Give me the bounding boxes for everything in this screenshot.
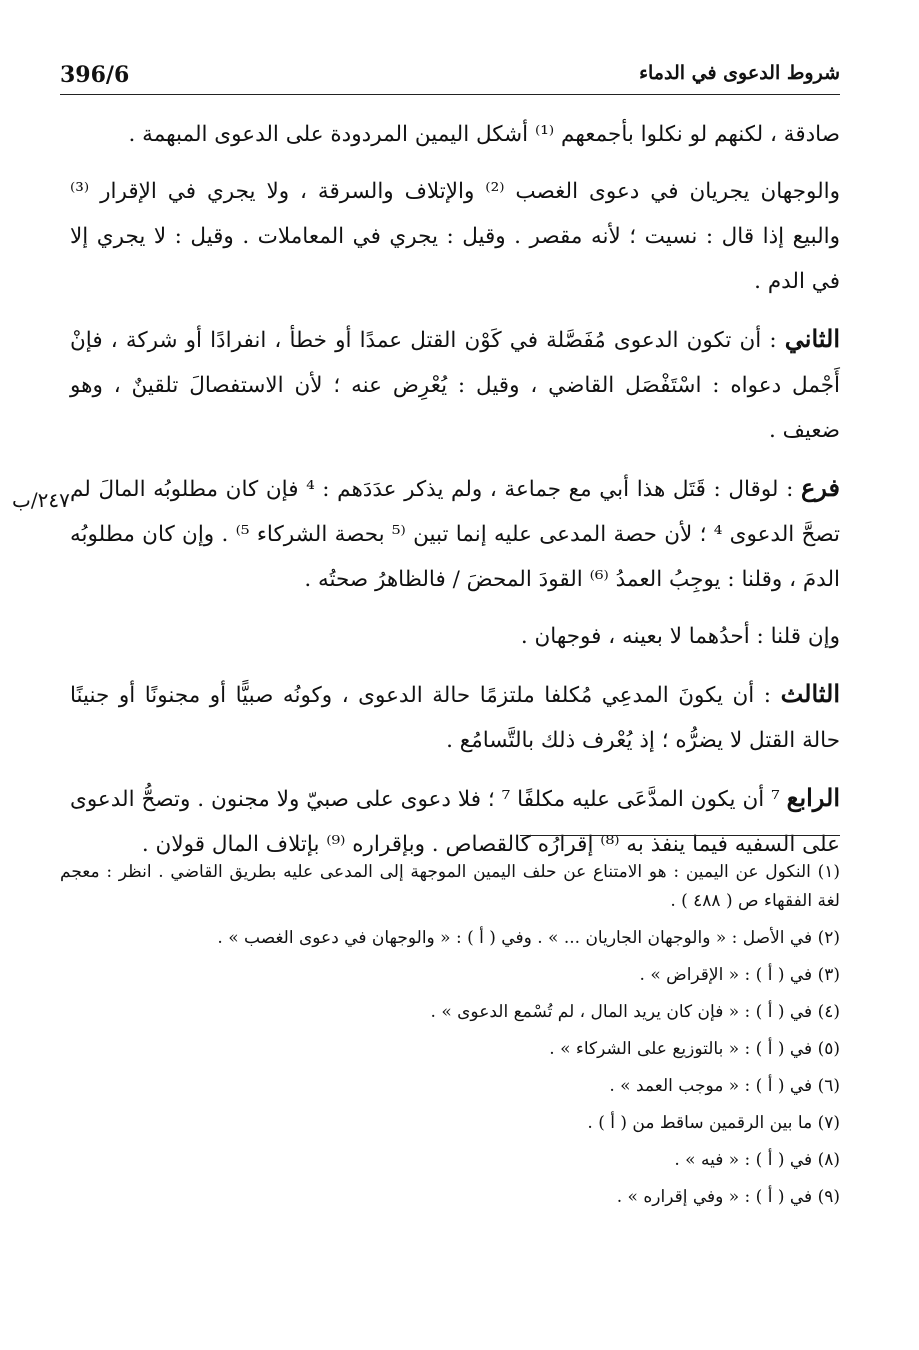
footnote: (٣) في ( أ ) : « الإقراض » .	[639, 965, 840, 985]
paragraph-lead: الرابع	[786, 783, 841, 812]
paragraph	[70, 465, 840, 602]
footnote-separator	[520, 835, 840, 836]
footnote: (٧) ما بين الرقمين ساقط من ( أ ) .	[587, 1113, 840, 1133]
paragraph	[70, 614, 840, 659]
footnote: (٨) في ( أ ) : « فيه » .	[674, 1150, 840, 1170]
paragraph-text: : أن يكونَ المدعِي مُكلفا ملتزمًا حالة الدعوى ، وكونُه صبيًّا أو مجنونًا أو جنينًا حالة القتل لا يضرُّه ؛ إذ يُعْرف ذلك بالتَّسامُع .	[70, 683, 840, 753]
paragraph	[70, 775, 840, 867]
paragraph-text: : أن تكون الدعوى مُفَصَّلة في كَوْن القتل عمدًا أو خطأ ، انفرادًا أو شركة ، فإنْ أَجْمل دعواه : اسْتَفْصَل القاضي ، وقيل : يُعْرِض عنه ؛ لأن الاستفصالَ تلقينٌ ، وهو ضعيف .	[70, 328, 840, 443]
paragraph	[70, 169, 840, 304]
footnote: (١) النكول عن اليمين : هو الامتناع عن حلف اليمين الموجهة إلى المدعى عليه بطريق القاضي . انظر : معجم لغة الفقهاء ص ( ٤٨٨ ) .	[60, 862, 840, 911]
page-number: 396/6	[60, 62, 130, 88]
paragraph	[70, 316, 840, 453]
paragraph-text: وإن قلنا : أحدُهما لا بعينه ، فوجهان .	[520, 624, 840, 649]
page-header	[60, 62, 840, 98]
footnote: (٤) في ( أ ) : « فإن كان يريد المال ، لم تُسْمع الدعوى » .	[430, 1002, 840, 1022]
paragraph-lead: فرع	[800, 473, 840, 502]
header-rule	[60, 94, 840, 95]
paragraph-lead: الثالث	[780, 679, 840, 708]
paragraph	[70, 671, 840, 763]
main-text	[70, 112, 840, 879]
footnote: (٢) في الأصل : « والوجهان الجاريان ... » . وفي ( أ ) : « والوجهان في دعوى الغصب » .	[217, 928, 840, 948]
manuscript-folio-note: ٢٤٧/ب	[12, 488, 70, 512]
running-title: شروط الدعوى في الدماء	[639, 62, 840, 84]
paragraph-lead: الثاني	[784, 324, 841, 353]
paragraph-text: والوجهان يجريان في دعوى الغصب ⁽²⁾ والإتلاف والسرقة ، ولا يجري في الإقرار ⁽³⁾ والبيع إذا قال : نسيت ؛ لأنه مقصر . وقيل : يجري في المعاملات . وقيل : لا يجري إلا في الدم .	[70, 179, 840, 294]
paragraph-text: ⁷ أن يكون المدَّعَى عليه مكلفًا ⁷ ؛ فلا دعوى على صبيّ ولا مجنون . وتصحُّ الدعوى على السفيه فيما ينفذ به ⁽⁸⁾ إقرارُه كالقصاص . وبإقراره ⁽⁹⁾ بإتلاف المال قولان .	[70, 787, 840, 857]
footnotes	[60, 858, 840, 1220]
paragraph	[70, 112, 840, 157]
paragraph-text: : لوقال : قَتَل هذا أبي مع جماعة ، ولم يذكر عدَدَهم : ⁴ فإن كان مطلوبُه المالَ لم تصحَّ الدعوى ⁴ ؛ لأن حصة المدعى عليه إنما تبين ⁽⁵ بحصة الشركاء ⁵⁾ . وإن كان مطلوبُه الدمَ ، وقلنا : يوجِبُ العمدُ ⁽⁶⁾ القودَ المحضَ / فالظاهرُ صحتُه .	[70, 477, 841, 592]
footnote: (٦) في ( أ ) : « موجب العمد » .	[609, 1076, 840, 1096]
paragraph-text: صادقة ، لكنهم لو نكلوا بأجمعهم ⁽¹⁾ أشكل اليمين المردودة على الدعوى المبهمة .	[128, 122, 840, 147]
footnote: (٩) في ( أ ) : « وفي إقراره » .	[616, 1187, 840, 1207]
footnote: (٥) في ( أ ) : « بالتوزيع على الشركاء » .	[549, 1039, 840, 1059]
